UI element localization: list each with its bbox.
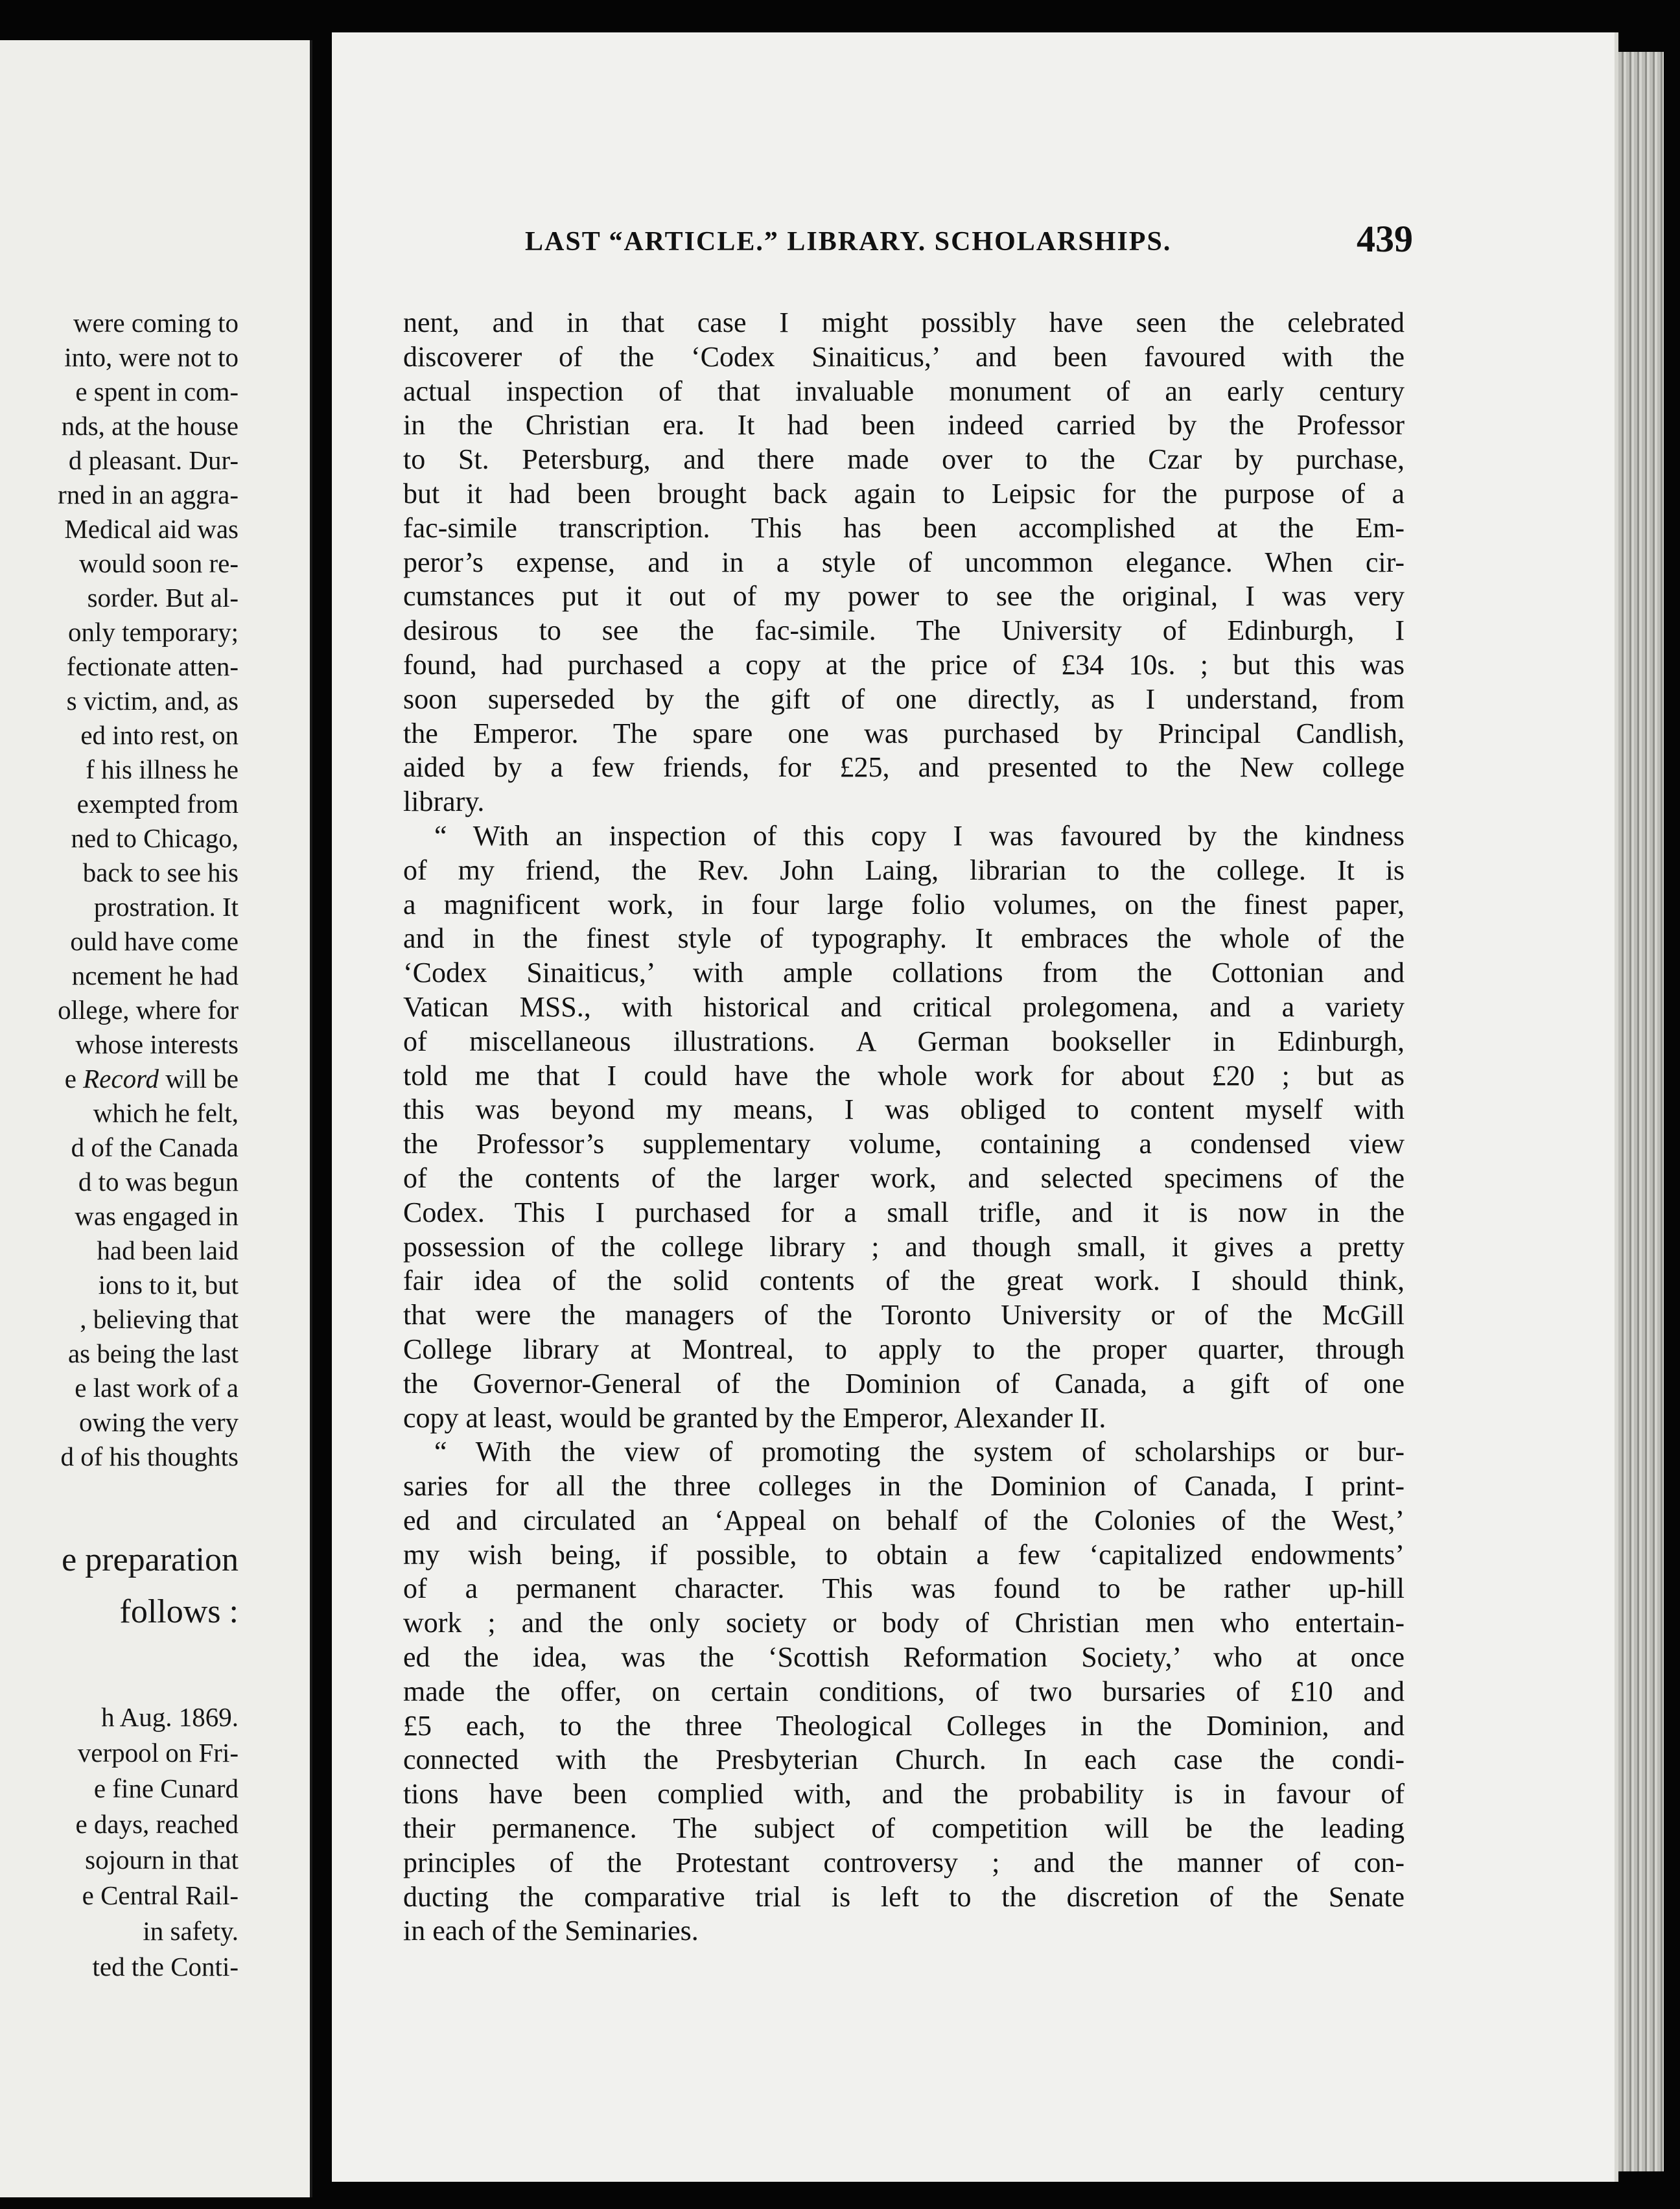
body-text bbox=[403, 306, 1405, 1948]
facing-page-line: were coming to bbox=[73, 308, 239, 338]
facing-page-line: s victim, and, as bbox=[66, 686, 239, 716]
facing-page-line: only temporary; bbox=[67, 617, 239, 647]
facing-page-line: fectionate atten- bbox=[66, 651, 239, 681]
facing-page-line: d of his thoughts bbox=[60, 1442, 239, 1471]
text-line: College library at Montreal, to apply to the proper quarter, through bbox=[403, 1333, 1405, 1365]
text-line: made the offer, on certain conditions, of two bursaries of £10 and bbox=[403, 1675, 1405, 1707]
text-line: cumstances put it out of my power to see the original, I was very bbox=[403, 580, 1405, 613]
text-line: £5 each, to the three Theological Colleges in the Dominion, and bbox=[403, 1709, 1405, 1742]
facing-page-line: prostration. It bbox=[93, 892, 239, 922]
text-line: Vatican MSS., with historical and critical prolegomena, and a variety bbox=[403, 990, 1405, 1023]
text-line: to St. Petersburg, and there made over to the Czar by purchase, bbox=[403, 443, 1405, 476]
page-number: 439 bbox=[1357, 218, 1413, 260]
facing-page-line: sojourn in that bbox=[85, 1845, 239, 1875]
facing-page-line: e fine Cunard bbox=[93, 1773, 239, 1803]
facing-page-line: back to see his bbox=[82, 858, 239, 887]
facing-page-line: , believing that bbox=[80, 1304, 239, 1334]
text-line: in the Christian era. It had been indeed carried by the Professor bbox=[403, 409, 1405, 441]
text-line: of my friend, the Rev. John Laing, librarian to the college. It is bbox=[403, 854, 1405, 886]
facing-page-line: e preparation bbox=[62, 1541, 239, 1578]
text-line: told me that I could have the whole work for about £20 ; but as bbox=[403, 1059, 1405, 1092]
facing-page-line: h Aug. 1869. bbox=[101, 1702, 239, 1732]
facing-page-line: ned to Chicago, bbox=[71, 823, 239, 853]
text-line: soon superseded by the gift of one directly, as I understand, from bbox=[403, 683, 1405, 715]
text-line: library. bbox=[403, 786, 485, 818]
text-line: ducting the comparative trial is left to the discretion of the Senate bbox=[403, 1880, 1405, 1913]
facing-page-line: verpool on Fri- bbox=[77, 1738, 239, 1768]
facing-page-line: had been laid bbox=[97, 1235, 239, 1265]
text-line: work ; and the only society or body of Christian men who entertain- bbox=[403, 1607, 1405, 1639]
facing-page-line: was engaged in bbox=[75, 1201, 239, 1231]
facing-page-line: d of the Canada bbox=[71, 1132, 239, 1162]
text-line: Codex. This I purchased for a small trifle, and it is now in the bbox=[403, 1196, 1405, 1228]
facing-page-line: ions to it, but bbox=[98, 1270, 239, 1300]
text-line: nent, and in that case I might possibly have seen the celebrated bbox=[403, 307, 1405, 338]
facing-page-line: exempted from bbox=[76, 789, 239, 819]
text-line: “ With the view of promoting the system of scholarships or bur- bbox=[434, 1436, 1405, 1468]
text-line: found, had purchased a copy at the price of £34 10s. ; but this was bbox=[403, 648, 1405, 681]
facing-page-text-lower bbox=[0, 1700, 310, 1985]
text-line: principles of the Protestant controversy ; and the manner of con- bbox=[403, 1846, 1405, 1878]
facing-page-line: which he felt, bbox=[93, 1098, 239, 1128]
text-line: desirous to see the fac-simile. The University of Edinburgh, I bbox=[403, 614, 1405, 647]
page-edge bbox=[1618, 52, 1664, 2171]
text-line: ed the idea, was the ‘Scottish Reformation Society,’ who at once bbox=[403, 1641, 1405, 1674]
text-line: a magnificent work, in four large folio volumes, on the finest paper, bbox=[403, 888, 1405, 920]
facing-page-line: whose interests bbox=[75, 1029, 239, 1059]
text-line: fair idea of the solid contents of the great work. I should think, bbox=[403, 1265, 1405, 1297]
facing-page-line: ed into rest, on bbox=[80, 720, 239, 750]
facing-page-line: ould have come bbox=[70, 926, 239, 956]
text-line: fac-simile transcription. This has been accomplished at the Em- bbox=[403, 511, 1405, 544]
text-line: saries for all the three colleges in the Dominion of Canada, I print- bbox=[403, 1470, 1405, 1502]
text-line: ed and circulated an ‘Appeal on behalf of the Colonies of the West,’ bbox=[403, 1504, 1405, 1536]
text-line: of a permanent character. This was found to be rather up-hill bbox=[403, 1572, 1405, 1605]
text-line: and in the finest style of typography. It embraces the whole of the bbox=[403, 922, 1405, 955]
facing-page-line: rned in an aggra- bbox=[58, 480, 239, 509]
facing-page-line: e spent in com- bbox=[75, 377, 239, 406]
running-head: LAST “ARTICLE.” LIBRARY. SCHOLARSHIPS. bbox=[525, 227, 1172, 257]
facing-page-line: e days, reached bbox=[75, 1809, 239, 1839]
text-line: actual inspection of that invaluable monument of an early century bbox=[403, 375, 1405, 407]
text-line: my wish being, if possible, to obtain a few ‘capitalized endowments’ bbox=[403, 1538, 1405, 1571]
text-line: but it had been brought back again to Leipsic for the purpose of a bbox=[403, 477, 1405, 509]
text-line: aided by a few friends, for £25, and presented to the New college bbox=[403, 751, 1405, 784]
facing-page-line: d to was begun bbox=[78, 1167, 239, 1197]
facing-page-line: sorder. But al- bbox=[87, 583, 239, 613]
facing-page-line: ollege, where for bbox=[58, 995, 239, 1025]
facing-page-line: f his illness he bbox=[86, 754, 239, 784]
text-line: the Emperor. The spare one was purchased by Principal Candlish, bbox=[403, 717, 1405, 749]
text-line: connected with the Presbyterian Church. In each case the condi- bbox=[403, 1744, 1405, 1776]
page-header bbox=[525, 217, 1413, 269]
text-line: the Professor’s supplementary volume, containing a condensed view bbox=[403, 1128, 1405, 1160]
facing-page-text-top bbox=[0, 306, 310, 1474]
facing-page-line: into, were not to bbox=[64, 342, 239, 372]
text-line: possession of the college library ; and though small, it gives a pretty bbox=[403, 1230, 1405, 1263]
facing-page-text-large bbox=[0, 1534, 310, 1638]
facing-page-line: e Record will be bbox=[64, 1064, 239, 1093]
facing-page-line: e Central Rail- bbox=[82, 1880, 239, 1910]
facing-page-line: owing the very bbox=[79, 1407, 239, 1437]
text-line: peror’s expense, and in a style of uncommon elegance. When cir- bbox=[403, 546, 1405, 578]
text-line: discoverer of the ‘Codex Sinaiticus,’ and been favoured with the bbox=[403, 340, 1405, 373]
facing-page-line: Medical aid was bbox=[64, 514, 239, 544]
text-line: copy at least, would be granted by the Emperor, Alexander II. bbox=[403, 1401, 1106, 1434]
text-line: tions have been complied with, and the probability is in favour of bbox=[403, 1778, 1405, 1810]
facing-page-line: nds, at the house bbox=[61, 411, 239, 441]
text-line: this was beyond my means, I was obliged to content myself with bbox=[403, 1093, 1405, 1126]
text-line: their permanence. The subject of competition will be the leading bbox=[403, 1812, 1405, 1845]
text-line: of the contents of the larger work, and selected specimens of the bbox=[403, 1162, 1405, 1194]
facing-page-line: follows : bbox=[119, 1593, 239, 1630]
facing-page-line: ncement he had bbox=[71, 961, 239, 990]
text-line: “ With an inspection of this copy I was favoured by the kindness bbox=[434, 819, 1405, 852]
text-line: ‘Codex Sinaiticus,’ with ample collations from the Cottonian and bbox=[403, 957, 1405, 989]
facing-page-line: as being the last bbox=[67, 1338, 239, 1368]
facing-page-line: e last work of a bbox=[75, 1373, 239, 1403]
text-line: the Governor-General of the Dominion of Canada, a gift of one bbox=[403, 1367, 1405, 1399]
text-line: in each of the Seminaries. bbox=[403, 1915, 699, 1947]
facing-page bbox=[0, 40, 312, 2197]
facing-page-line: would soon re- bbox=[79, 548, 239, 578]
facing-page-line: d pleasant. Dur- bbox=[68, 445, 239, 475]
text-line: of miscellaneous illustrations. A German bookseller in Edinburgh, bbox=[403, 1025, 1405, 1057]
text-line: that were the managers of the Toronto University or of the McGill bbox=[403, 1299, 1405, 1331]
facing-page-line: ted the Conti- bbox=[92, 1952, 239, 1981]
facing-page-line: in safety. bbox=[143, 1916, 239, 1946]
